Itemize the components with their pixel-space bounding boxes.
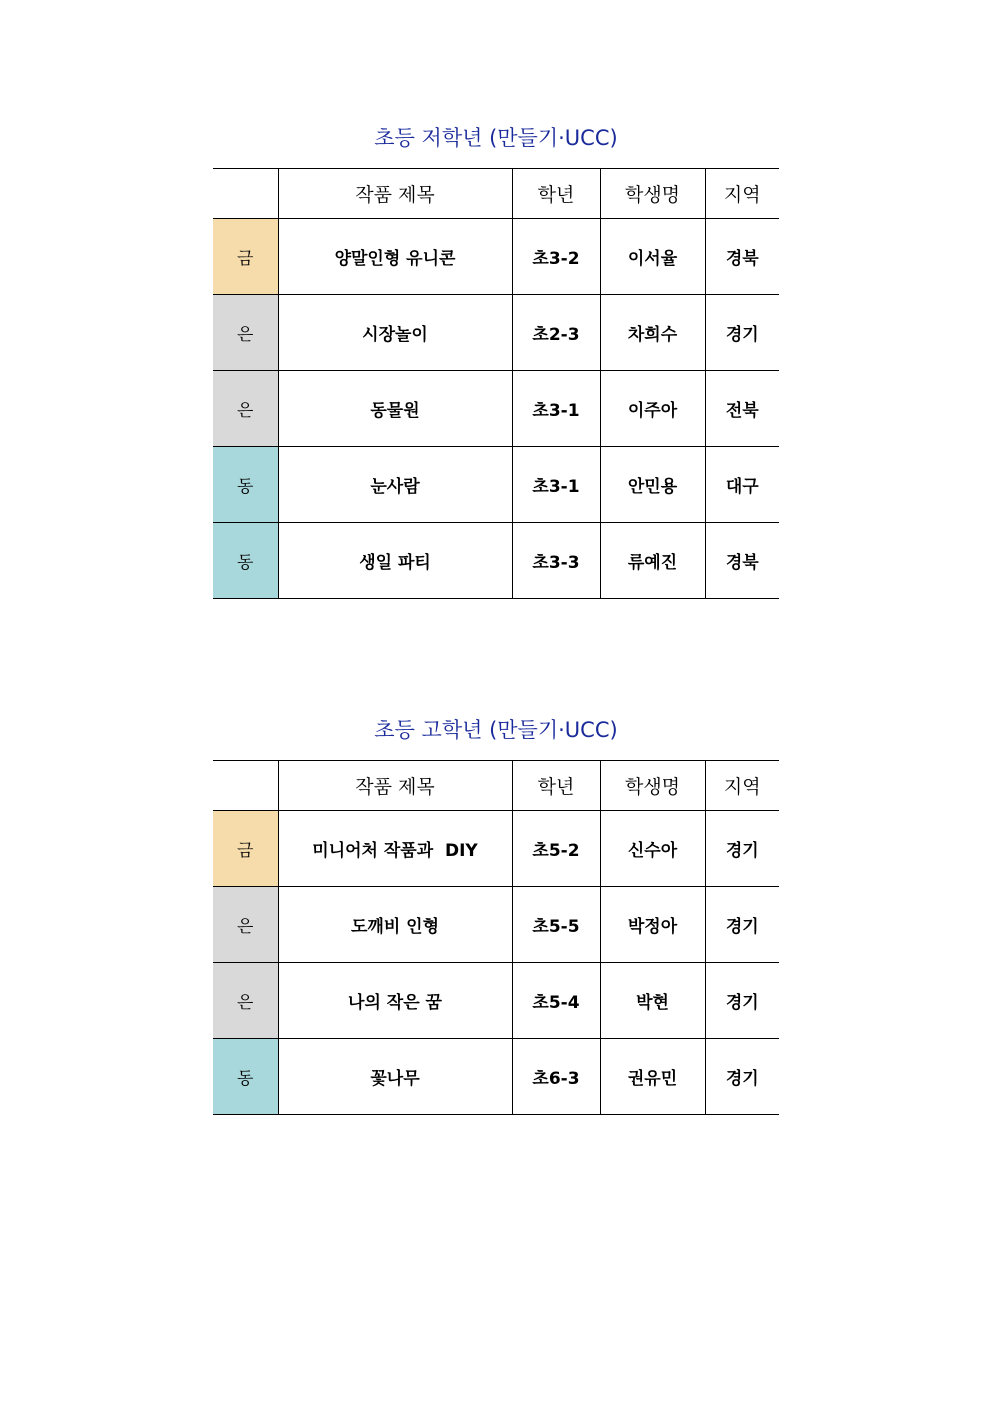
award-table — [213, 168, 779, 599]
medal-cell: 동 — [213, 1039, 278, 1115]
header-name: 학생명 — [600, 761, 705, 811]
header-region: 지역 — [705, 761, 779, 811]
name-cell: 이주아 — [600, 371, 705, 447]
medal-cell: 동 — [213, 523, 278, 599]
name-cell: 박현 — [600, 963, 705, 1039]
medal-cell: 은 — [213, 371, 278, 447]
name-cell: 박정아 — [600, 887, 705, 963]
title-cell: 생일 파티 — [278, 523, 512, 599]
award-table — [213, 760, 779, 1115]
grade-cell: 초2-3 — [512, 295, 600, 371]
name-cell: 권유민 — [600, 1039, 705, 1115]
title-cell: 시장놀이 — [278, 295, 512, 371]
grade-cell: 초5-4 — [512, 963, 600, 1039]
header-medal — [213, 761, 278, 811]
grade-cell: 초5-2 — [512, 811, 600, 887]
name-cell: 이서율 — [600, 219, 705, 295]
table-row — [213, 295, 779, 371]
table-row — [213, 523, 779, 599]
region-cell: 경기 — [705, 811, 779, 887]
region-cell: 경기 — [705, 887, 779, 963]
region-cell: 전북 — [705, 371, 779, 447]
header-grade: 학년 — [512, 169, 600, 219]
grade-cell: 초3-1 — [512, 447, 600, 523]
name-cell: 차희수 — [600, 295, 705, 371]
header-row — [213, 761, 779, 811]
table-row — [213, 1039, 779, 1115]
table-row — [213, 887, 779, 963]
grade-cell: 초3-3 — [512, 523, 600, 599]
table-row — [213, 811, 779, 887]
grade-cell: 초5-5 — [512, 887, 600, 963]
title-cell: 나의 작은 꿈 — [278, 963, 512, 1039]
section-title: 초등 고학년 (만들기·UCC) — [374, 718, 618, 742]
title-cell: 양말인형 유니콘 — [278, 219, 512, 295]
table-row — [213, 371, 779, 447]
title-cell: 꽃나무 — [278, 1039, 512, 1115]
title-cell: 동물원 — [278, 371, 512, 447]
title-cell: 눈사람 — [278, 447, 512, 523]
name-cell: 신수아 — [600, 811, 705, 887]
header-grade: 학년 — [512, 761, 600, 811]
grade-cell: 초3-2 — [512, 219, 600, 295]
medal-cell: 은 — [213, 887, 278, 963]
region-cell: 경기 — [705, 295, 779, 371]
medal-cell: 동 — [213, 447, 278, 523]
title-cell: 미니어처 작품과 DIY — [278, 811, 512, 887]
medal-cell: 은 — [213, 295, 278, 371]
header-row — [213, 169, 779, 219]
region-cell: 경기 — [705, 963, 779, 1039]
grade-cell: 초3-1 — [512, 371, 600, 447]
table-row — [213, 447, 779, 523]
header-title: 작품 제목 — [278, 761, 512, 811]
grade-cell: 초6-3 — [512, 1039, 600, 1115]
region-cell: 경기 — [705, 1039, 779, 1115]
title-cell: 도깨비 인형 — [278, 887, 512, 963]
table-row — [213, 219, 779, 295]
section-upper-grades — [213, 710, 779, 1115]
section-lower-grades — [213, 118, 779, 599]
name-cell: 안민용 — [600, 447, 705, 523]
region-cell: 경북 — [705, 523, 779, 599]
table-row — [213, 963, 779, 1039]
medal-cell: 금 — [213, 811, 278, 887]
medal-cell: 은 — [213, 963, 278, 1039]
header-title: 작품 제목 — [278, 169, 512, 219]
header-name: 학생명 — [600, 169, 705, 219]
header-region: 지역 — [705, 169, 779, 219]
name-cell: 류예진 — [600, 523, 705, 599]
medal-cell: 금 — [213, 219, 278, 295]
region-cell: 대구 — [705, 447, 779, 523]
header-medal — [213, 169, 278, 219]
section-title: 초등 저학년 (만들기·UCC) — [374, 126, 618, 150]
region-cell: 경북 — [705, 219, 779, 295]
